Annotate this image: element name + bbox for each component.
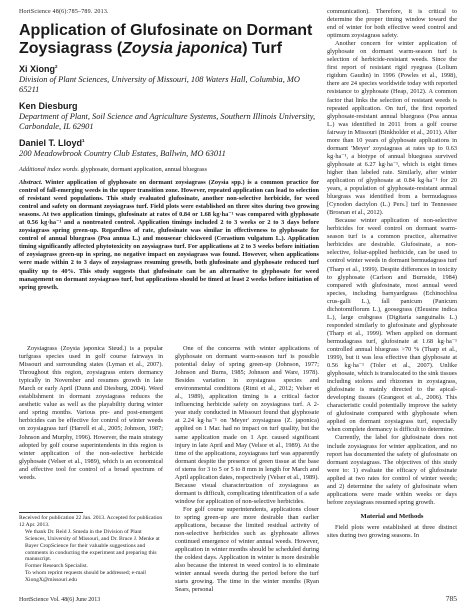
keywords: Additional index words. glyphosate, dormant application, annual bluegrass <box>19 166 207 173</box>
body-paragraph: Another concern for winter application of glyphosate on dormant warm-season turf is selection of herbicide-resistant weeds. Since the first report of resistant rigid ryegrass (Lolium rigidum Gaudin) in 1996 (Powles et al., 1998), there are 24 species worldwide today with reported resistance to glyphosate (Heap, 2012). A common factor that links the selection of resistant weeds is repeated application. On turf, the first reported glyphosate-resistant annual bluegrass (Poa annua L.) was identified in 2011 from a golf course fairway in Missouri (Binkholder et al., 2011). After more than 10 years of glyphosate applications in dormant 'Meyer' zoysiagrass at rates up to 0.63 kg·ha⁻¹, a biotype of annual bluegrass survived glyphosate at 6.27 kg·ha⁻¹, which is eight times higher than labeled rate. Similarly, after winter application of glyphosate at 0.84 kg·ha⁻¹ for 20 years, a population of glyphosate-resistant annual bluegrass was identified from a bermudagrass [Cynodon dactylon (L.) Pers.] turf in Tennessee (Brosnan et al., 2012). <box>327 40 457 217</box>
abstract: Abstract. Winter application of glyphosate on dormant zoysiagrass (Zoysia spp.) is a common practice for control of fall-emerging weeds in the upper transition zone. However, repeated application can lead to selection of resistant weed populations. This study evaluated glufosinate, another non-selective herbicide, for weed control and safety on dormant zoysiagrass turf. Field plots were established on three sites during two growing seasons. At two application timings, glufosinate at rates of 0.84 or 1.68 kg·ha⁻¹ was compared with glyphosate at 0.56 kg·ha⁻¹ and a nontreated control. Application timings included 2 to 3 weeks or 2 to 3 days before zoysiagrass spring green-up. Regardless of rate, glufosinate was similar in effectiveness to glyphosate for control of annual bluegrass (Poa annua L.) and mouseear chickweed (Cerastium vulgatum L.). Application timing significantly affected phytotoxicity on zoysiagrass turf. For applications at 2 to 3 weeks before initiation of zoysiagrass green-up in spring, no negative impact on zoysiagrass was found. However, when applications were made within 2 to 3 days of zoysiagrass resuming growth, both glufosinate and glyphosate reduced turf quality up to 40%. This study suggests that glufosinate can be an alternative to glyphosate for weed management on dormant zoysiagrass turf, but applications should be timed at least 2 weeks before initiation of spring growth. <box>19 179 319 291</box>
body-paragraph: One of the concerns with winter applications of glyphosate on dormant warm-season turf is possible potential delay of spring green-up (Johnson, 1977; Johnson and Burns, 1985; Johnson and Ware, 1978). Besides variation in zoysiagrass species and environmental conditions (Rimi et al., 2012; Velser et al., 1989), application timing is a critical factor influencing herbicide safety on zoysiagrass turf. A 2-year study conducted in Missouri found that glyphosate at 2.24 kg·ha⁻¹ on 'Meyer' zoysiagrass (Z. japonica) applied on 1 Mar. had no impact on turf quality, but the same application made on 1 Apr. caused significant injury in late April and May (Velsor et al., 1989). At the time of the applications, zoysiagrass turf was apparently dormant despite the presence of green tissue at the base of stems for 3 to 5 or 5 to 8 mm in length for March and April application dates, respectively (Velser et al., 1989). Because visual characterization of zoysiagrass as dormant is difficult, complicating identification of a safe window for application of non-selective herbicides. <box>175 345 319 505</box>
author-name: Xi Xiong$^2$ <box>19 64 58 74</box>
author-name: Ken Diesburg <box>19 101 78 111</box>
footnote-2: To whom reprint requests should be addressed; e-mail XiongX@missouri.edu <box>25 570 146 584</box>
received-note: Received for publication 22 Jan. 2013. Accepted for publication 12 Apr. 2013. <box>19 515 163 528</box>
footer-journal: HortScience Vol. 48(6) June 2013 <box>19 597 101 603</box>
body-column-3 <box>327 8 457 540</box>
footnotes <box>19 512 163 584</box>
footnote-1: Former Research Specialist. <box>25 563 88 570</box>
body-paragraph: For golf course superintendents, applications closer to spring green-up are more desirable than earlier applications, because the limited residual activity of non-selective herbicides such as glyphosate allows continued emergence of winter annual weeds. However, application in winter months should be scheduled during the coldest days. Application in winter is more desirable also because the interest in weed control is to eliminate winter annual weeds during the period before the turf starts growing. The time in the winter months (Ryan Sears, personal <box>175 505 319 594</box>
page-number: 785 <box>445 594 457 603</box>
author-affiliation: Division of Plant Sciences, University of Missouri, 108 Waters Hall, Columbia, MO 65211 <box>19 75 300 94</box>
body-paragraph: Zoysiagrass (Zoysia japonica Steud.) is a popular turfgrass species used in golf course fairways in Missouri and surrounding states (Lyman et al., 2007). Throughout this region, zoysiagrass enters dormancy typically in November and resumes growth in late March or early April (Dunn and Diesburg, 2004). Weed establishment in dormant zoysiagrass reduces the aesthetic value as well as the playability during winter and spring months. Various pre- and post-emergent herbicides can be effective for control of winter weeds on zoysiagrass turf (Harrell et al., 2005; Johnson, 1987; Johnson and Murphy, 1996). However, the main strategy adopted by golf course superintendents in this region is winter application of the non-selective herbicide glyphosate (Velser et al., 1989), which is an economical and effective tool for control of a broad spectrum of weeds. <box>19 345 163 481</box>
body-paragraph: communication). Therefore, it is critical to determine the proper timing window toward the end of winter for both effective weed control and optimum zoysiagrass safety. <box>327 8 457 40</box>
body-paragraph: Because winter application of non-selective herbicides for weed control on dormant warm-season turf is a common practice, alternative herbicides are desirable. Glufosinate, a non-selective, foliar-applied herbicide, can be used to control winter weeds in dormant bermudagrass turf (Tharp et al., 1999). Despite differences in toxicity to glyphosate (Carlson and Burnside, 1984) compared with glufosinate, most annual weed species, including barnyardgrass (Echinochloa crus-galli L.), fall panicum (Panicum dichotomiflorum L.), goosegrass (Eleusine indica L.), large crabgrass (Digitaria sanguinalis L.) responded similarly to glufosinate and glyphosate (Tharp et al., 1999). When applied on dormant bermudagrass turf, glufosinate at 1.68 kg·ha⁻¹ controlled annual bluegrass >70 % (Tharp et al., 1999), but it was less effective than glyphosate at 0.56 kg·ha⁻¹ (Toler et al., 2007). Unlike glyphosate, which is translocated to the sink tissues including stolons and rhizomes in zoysiagrass, glufosinate is mainly directed to the apical-developing tissues (Grangeot et al., 2006). This characteristic could potentially improve the safety of glufosinate compared with glyphosate when applied on dormant zoysiagrass turf, especially when complete dormancy is difficult to determine. <box>327 217 457 434</box>
body-paragraph: Currently, the label for glufosinate does not include zoysiagrass for winter application, and no report has documented the safety of glufosinate on dormant zoysiagrass. The objectives of this study were to: 1) evaluate the efficacy of glufosinate applied at two rates for control of winter weeds; and 2) determine the safety of glufosinate when applications were made within weeks or days before zoysiagrass resumed spring growth. <box>327 434 457 506</box>
article-front-matter <box>19 22 319 292</box>
author-affiliation: 200 Meadowbrook Country Club Estates, Ballwin, MO 63011 <box>19 149 226 158</box>
author-name: Daniel T. Lloyd$^1$ <box>19 138 85 148</box>
author-affiliation: Department of Plant, Soil Science and Agriculture Systems, Southern Illinois University, Carbondale, IL 62901 <box>19 112 316 131</box>
body-column-2 <box>175 345 319 594</box>
acknowledgment-note: We thank Dr. Reid J. Smeda in the Division of Plant Sciences, University of Missouri, and Dr. Bruce J. Menke at Bayer CropScience for their valuable suggestions and comments in conducting the experiment and preparing this manuscript. <box>25 528 160 563</box>
section-heading: Material and Methods <box>360 512 424 520</box>
article-title: Application of Glufosinate on Dormant Zoysiagrass (Zoysia japonica) Turf <box>19 22 313 57</box>
body-paragraph: Field plots were established at three distinct sites during two growing seasons. In <box>327 523 457 539</box>
page-footer <box>19 594 457 603</box>
footnote-rule <box>19 512 83 513</box>
journal-header: HortScience 48(6):785–789. 2013. <box>19 9 109 15</box>
